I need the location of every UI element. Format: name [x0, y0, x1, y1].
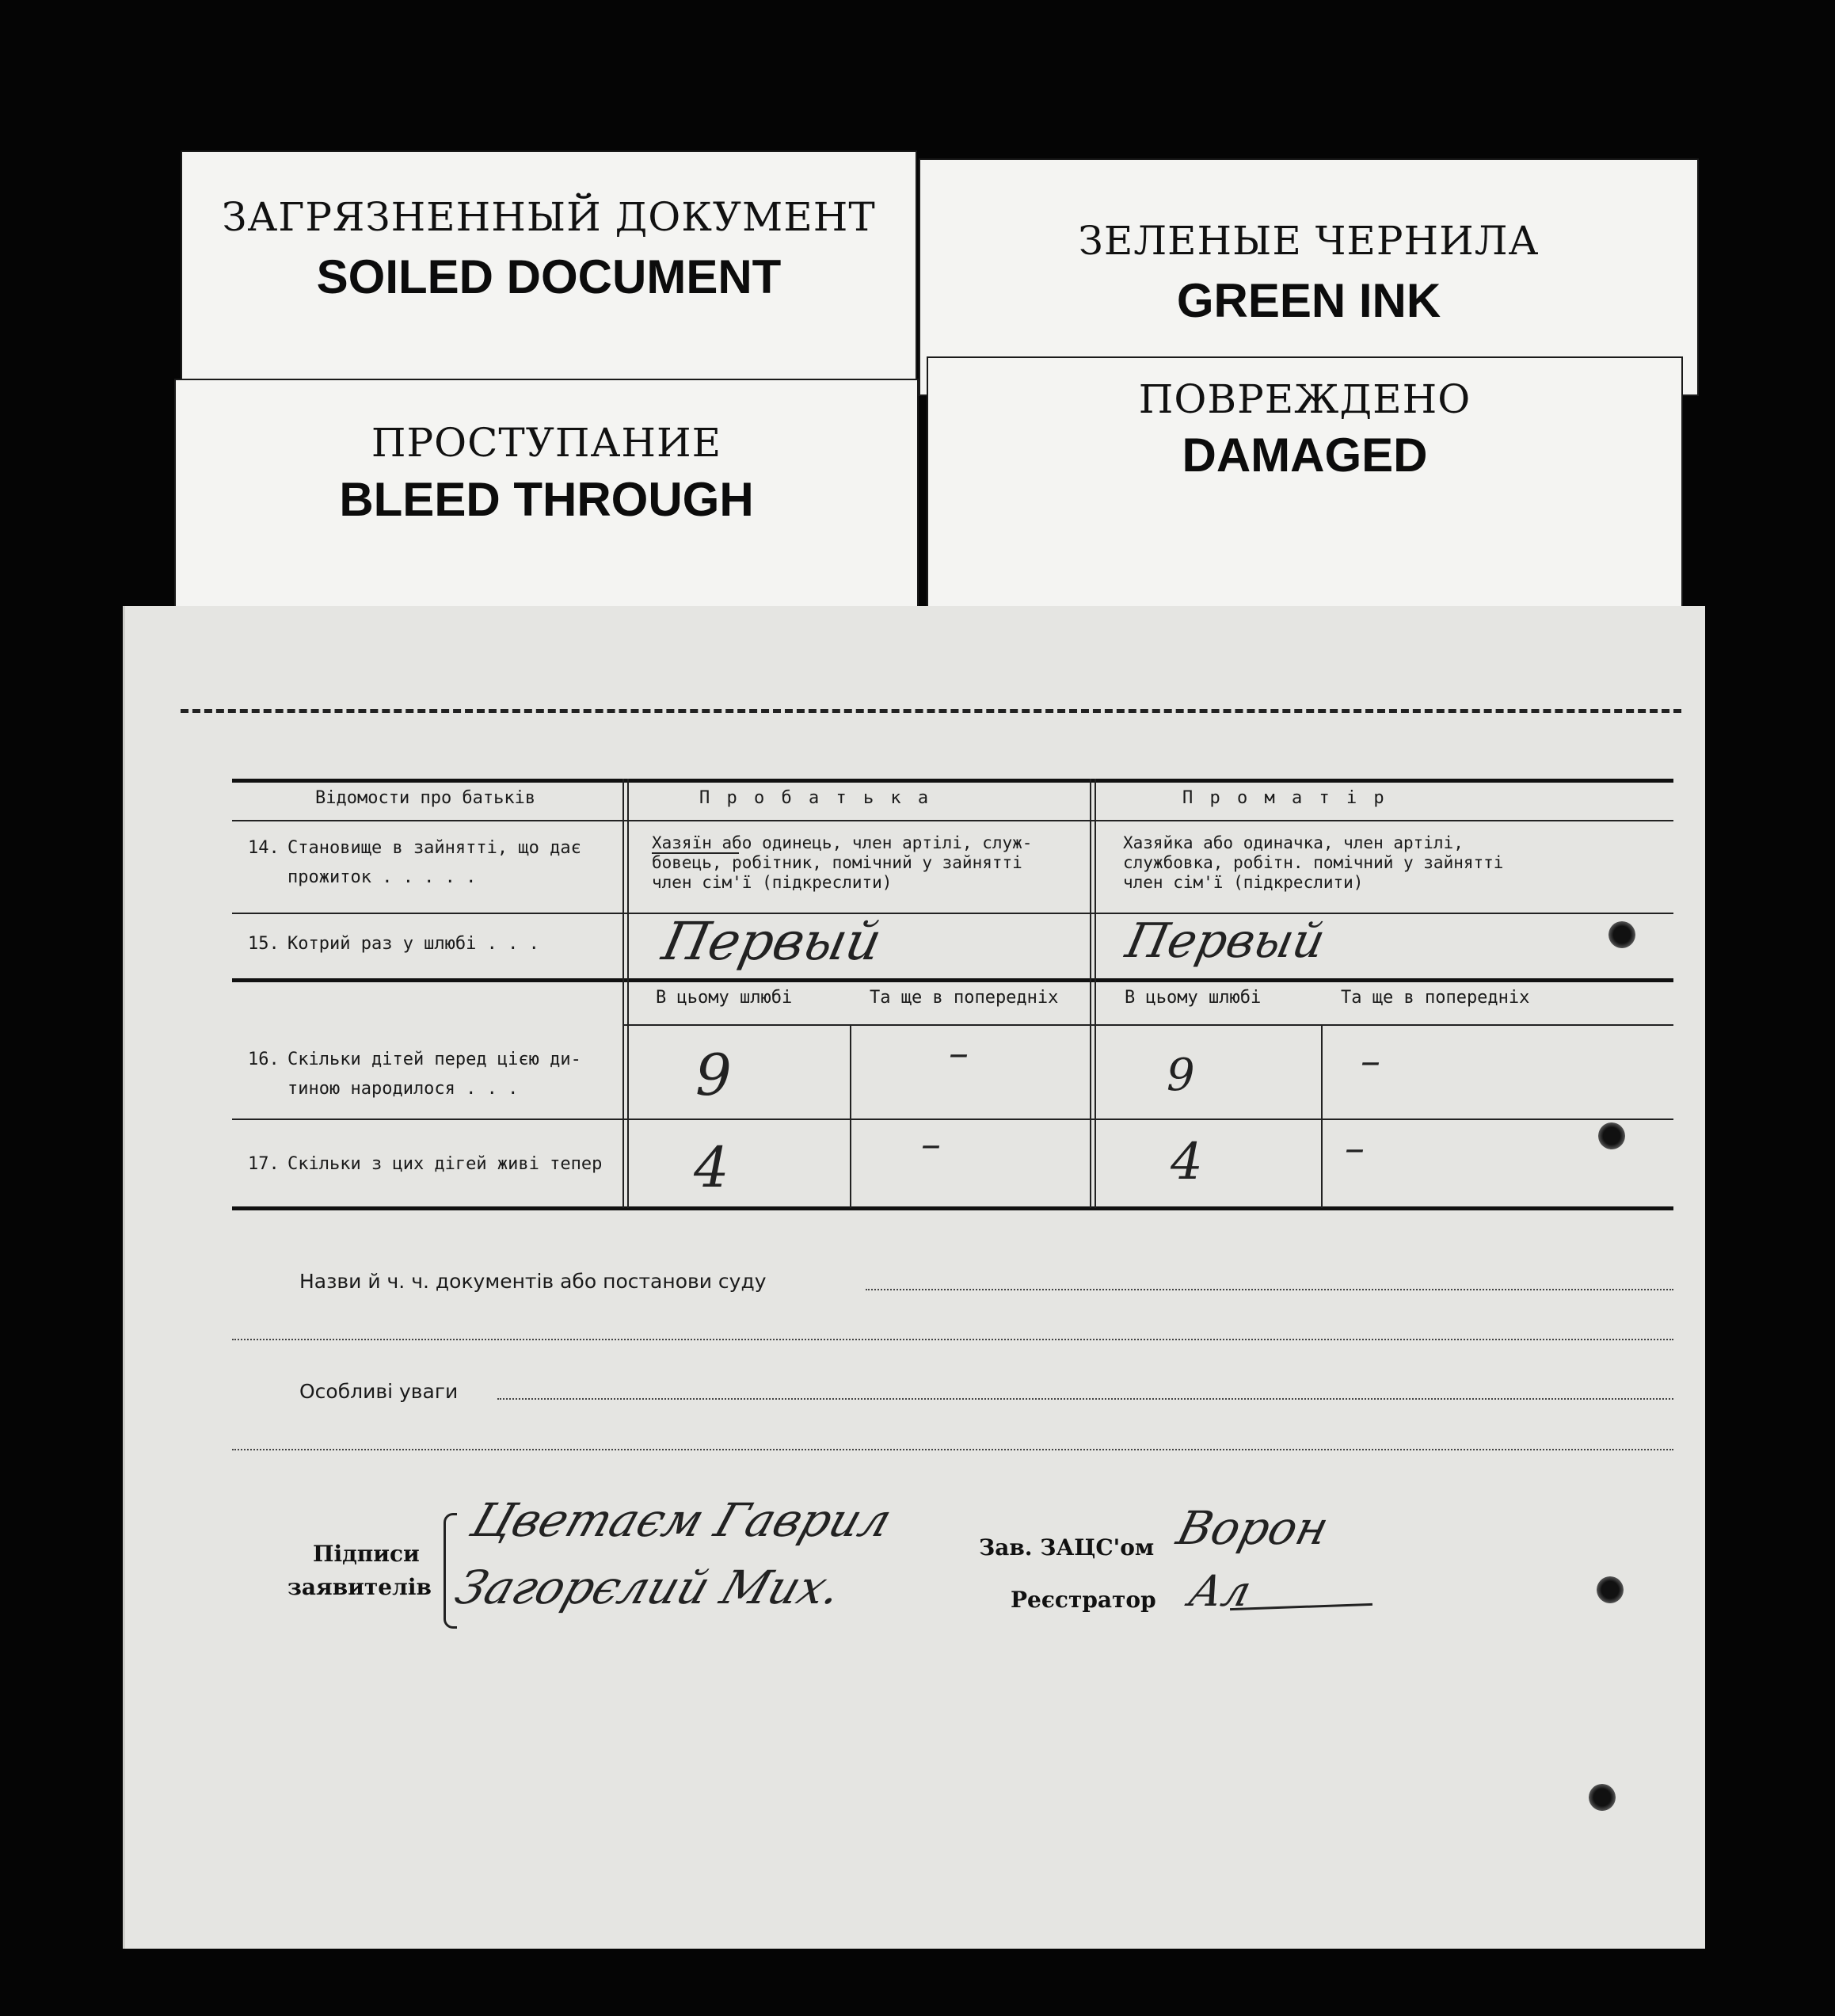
- row16-father-this: 9: [695, 1042, 732, 1108]
- card-label-ru: ЗАГРЯЗНЕННЫЙ ДОКУМЕНТ: [222, 194, 876, 240]
- applicant-signature: Загорєлий Мих.: [448, 1561, 849, 1614]
- row14-label: прожиток . . . . .: [287, 867, 477, 887]
- documents-field-line: [232, 1339, 1673, 1340]
- perforation-line: [181, 709, 1681, 713]
- row17-father-prev: –: [921, 1121, 941, 1167]
- applicants-signature-label: заявителів: [287, 1574, 432, 1600]
- row-number: 16.: [248, 1050, 280, 1069]
- header-parents-info: Відомости про батьків: [315, 788, 536, 808]
- subheader-previous: Та ще в попередніх: [870, 988, 1059, 1008]
- row16-label: Скільки дітей перед цією ди-: [287, 1050, 581, 1069]
- card-label-ru: ПРОСТУПАНИЕ: [371, 420, 722, 466]
- header-father: П р о б а т ь к а: [699, 788, 932, 808]
- row-number: 14.: [248, 838, 280, 858]
- card-label-en: BLEED THROUGH: [339, 473, 754, 526]
- head-signature-label: Зав. ЗАЦС'ом: [979, 1534, 1155, 1561]
- header-mother: П р о м а т і р: [1182, 788, 1388, 808]
- card-label-ru: ЗЕЛЕНЫЕ ЧЕРНИЛА: [1078, 218, 1540, 264]
- notes-field: [497, 1398, 1673, 1400]
- row-number: 15.: [248, 934, 280, 954]
- card-label-ru: ПОВРЕЖДЕНО: [1138, 376, 1471, 422]
- row14-mother-options: службовка, робітн. помічний у зайнятті: [1123, 853, 1504, 872]
- row16-mother-this: 9: [1167, 1050, 1195, 1101]
- row14-mother-options: Хазяйка або одиначка, член артілі,: [1123, 833, 1464, 852]
- punch-hole: [1589, 1784, 1616, 1811]
- subheader-this-marriage: В цьому шлюбі: [656, 988, 793, 1008]
- row17-mother-prev: –: [1345, 1125, 1365, 1171]
- row14-label: Становище в зайнятті, що дає: [287, 838, 581, 858]
- soiled-document-card: [181, 151, 917, 412]
- row14-mother-options: член сім'ї (підкреслити): [1123, 873, 1364, 892]
- punch-hole: [1598, 1122, 1625, 1149]
- row16-mother-prev: –: [1361, 1038, 1380, 1084]
- bleed-through-card: [174, 379, 919, 608]
- row17-father-this: 4: [694, 1135, 729, 1200]
- row16-father-prev: –: [949, 1030, 969, 1076]
- registration-form-sheet: [123, 606, 1705, 1949]
- row15-father-handwritten: Первый: [657, 911, 887, 972]
- row17-mother-this: 4: [1171, 1133, 1203, 1191]
- row15-label: Котрий раз у шлюбі . . .: [287, 934, 539, 954]
- table-top-border: [232, 779, 1673, 783]
- card-label-en: SOILED DOCUMENT: [316, 250, 782, 303]
- row17-label: Скільки з цих дігей живі тепер: [287, 1154, 603, 1174]
- card-label-en: DAMAGED: [1182, 429, 1428, 482]
- row15-mother-handwritten: Первый: [1121, 913, 1331, 969]
- documents-label: Назви й ч. ч. документів або постанови суду: [299, 1270, 767, 1293]
- applicant-signature: Цветаєм Гаврил: [464, 1493, 899, 1547]
- punch-hole: [1608, 921, 1635, 948]
- notes-label: Особливі уваги: [299, 1380, 459, 1403]
- row16-label: тиною народилося . . .: [287, 1079, 519, 1099]
- row14-father-options: член сім'ї (підкреслити): [652, 873, 893, 892]
- damaged-card: [927, 356, 1683, 610]
- notes-field-line: [232, 1449, 1673, 1450]
- punch-hole: [1597, 1576, 1624, 1603]
- card-label-en: GREEN INK: [1176, 274, 1441, 327]
- registrar-signature-stroke: [1230, 1603, 1372, 1610]
- subheader-previous: Та ще в попередніх: [1341, 988, 1530, 1008]
- applicants-signature-label: Підписи: [313, 1541, 420, 1567]
- documents-field: [866, 1289, 1673, 1290]
- head-signature: Ворон: [1171, 1501, 1334, 1555]
- underline-mark: [652, 852, 739, 854]
- row14-father-options: Хазяїн або одинець, член артілі, служ-: [652, 833, 1033, 852]
- row-number: 17.: [248, 1154, 280, 1174]
- table-bottom-border: [232, 1206, 1673, 1210]
- registrar-signature-label: Реєстратор: [1011, 1587, 1156, 1613]
- row14-father-options: бовець, робітник, помічний у зайнятті: [652, 853, 1022, 872]
- subheader-this-marriage: В цьому шлюбі: [1125, 988, 1262, 1008]
- registrar-signature: Ал: [1184, 1566, 1257, 1616]
